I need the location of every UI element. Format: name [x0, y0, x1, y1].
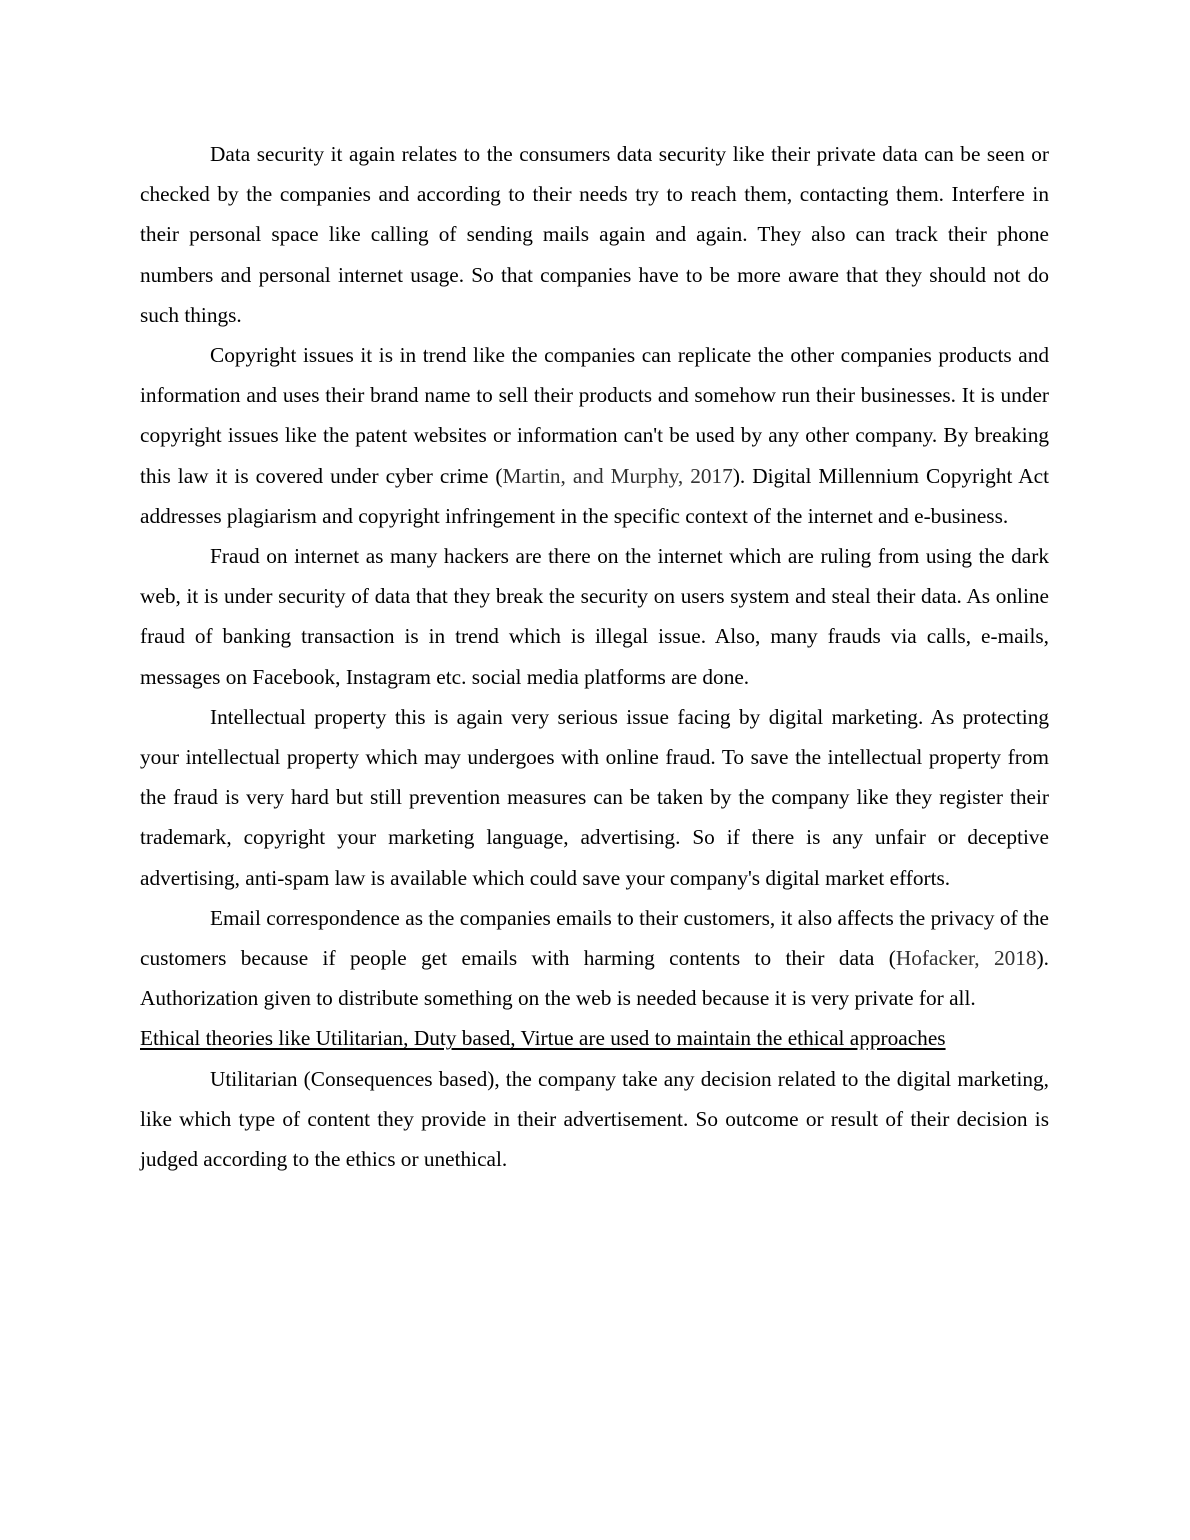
paragraph-email-text-continued: ). Authorization given to distribute something on the web is needed because it is very private for all.	[140, 946, 1049, 1011]
paragraph-copyright-text: Copyright issues it is in trend like the companies can replicate the other companies products and information and uses their brand name to sell their products and somehow run their businesses. It is under copyright issues like the patent websites or information can't be used by any other company. By breaking this law it is covered under cyber crime (	[140, 343, 1049, 488]
citation-hofacker: Hofacker, 2018	[895, 946, 1037, 971]
paragraph-copyright-text-continued: ). Digital Millennium Copyright Act addresses plagiarism and copyright infringement in the specific context of the internet and e-business.	[140, 463, 1049, 528]
paragraph-copyright	[140, 335, 1049, 536]
paragraph-data-security: Data security it again relates to the consumers data security like their private data can be seen or checked by the companies and according to their needs try to reach them, contacting them. Interfere in their personal space like calling of sending mails again and again. They also can track their phone numbers and personal internet usage. So that companies have to be more aware that they should not do such things.	[140, 142, 1049, 327]
section-heading-ethical-theories: Ethical theories like Utilitarian, Duty based, Virtue are used to maintain the ethical approaches	[140, 1026, 946, 1051]
document-page	[140, 134, 1049, 1179]
citation-martin-murphy: Martin, and Murphy, 2017	[502, 463, 733, 488]
paragraph-email-text: Email correspondence as the companies emails to their customers, it also affects the privacy of the customers because if people get emails with harming contents to their data (	[140, 905, 1049, 971]
paragraph-intellectual-property: Intellectual property this is again very serious issue facing by digital marketing. As protecting your intellectual property which may undergoes with online fraud. To save the intellectual property from the fraud is very hard but still prevention measures can be taken by the company like they register their trademark, copyright your marketing language, advertising. So if there is any unfair or deceptive advertising, anti-spam law is available which could save your company's digital market efforts.	[140, 704, 1049, 890]
paragraph-email-correspondence	[140, 898, 1049, 1019]
paragraph-internet-fraud: Fraud on internet as many hackers are there on the internet which are ruling from using the dark web, it is under security of data that they break the security on users system and steal their data. As online fraud of banking transaction is in trend which is illegal issue. Also, many frauds via calls, e-mails, messages on Facebook, Instagram etc. social media platforms are done.	[140, 544, 1049, 689]
paragraph-utilitarian: Utilitarian (Consequences based), the company take any decision related to the digital marketing, like which type of content they provide in their advertisement. So outcome or result of their decision is judged according to the ethics or unethical.	[140, 1066, 1049, 1172]
